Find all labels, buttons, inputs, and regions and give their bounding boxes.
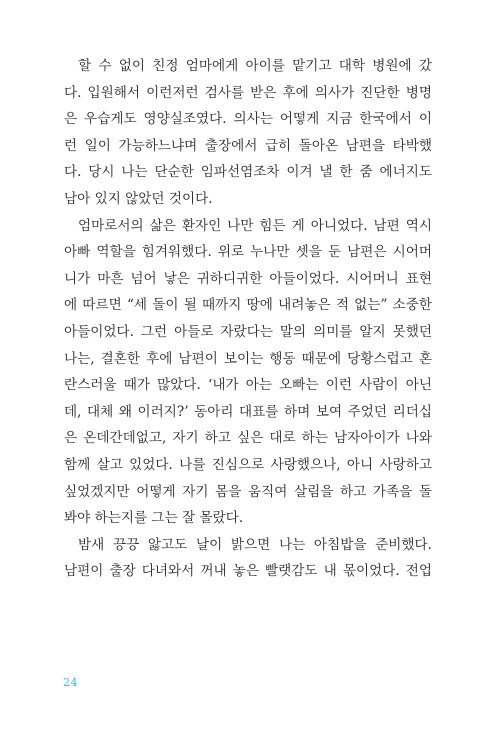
text-line: 나는, 결혼한 후에 남편이 보이는 행동 때문에 당황스럽고 혼: [64, 350, 432, 367]
text-line: 남편이 출장 다녀와서 꺼내 놓은 빨랫감도 내 몫이었다. 전업: [64, 563, 432, 580]
text-line: 봐야 하는지를 그는 잘 몰랐다.: [64, 510, 244, 527]
text-line: 아빠 역할을 힘겨워했다. 위로 누나만 셋을 둔 남편은 시어머: [64, 244, 432, 261]
text-line: 다. 입원해서 이런저런 검사를 받은 후에 의사가 진단한 병명: [64, 84, 432, 101]
text-line: 밤새 끙끙 앓고도 날이 밝으면 나는 아침밥을 준비했다.: [78, 536, 432, 553]
text-line: 은 온데간데없고, 자기 하고 싶은 대로 하는 남자아이가 나와: [64, 430, 432, 447]
text-line: 싶었겠지만 어떻게 자기 몸을 움직여 살림을 하고 가족을 돌: [64, 483, 432, 500]
text-line: 남아 있지 않았던 것이다.: [64, 190, 213, 207]
text-line: 데, 대체 왜 이러지?’ 동아리 대표를 하며 보여 주었던 리더십: [64, 403, 432, 420]
text-line: 런 일이 가능하느냐며 출장에서 급히 돌아온 남편을 타박했: [64, 137, 432, 154]
body-text: [64, 53, 432, 585]
text-line: 에 따르면 “세 돌이 될 때까지 땅에 내려놓은 적 없는” 소중한: [64, 297, 432, 314]
text-line: 할 수 없이 친정 엄마에게 아이를 맡기고 대학 병원에 갔: [78, 58, 432, 74]
text-line: 은 우습게도 영양실조였다. 의사는 어떻게 지금 한국에서 이: [64, 111, 432, 128]
text-line: 니가 마흔 넘어 낳은 귀하디귀한 아들이었다. 시어머니 표현: [64, 270, 432, 287]
text-line: 다. 당시 나는 단순한 임파선염조차 이겨 낼 한 줌 에너지도: [64, 164, 432, 181]
page-number: 24: [63, 676, 78, 689]
text-line: 엄마로서의 삶은 환자인 나만 힘든 게 아니었다. 남편 역시: [78, 217, 432, 234]
text-line: 란스러울 때가 많았다. ‘내가 아는 오빠는 이런 사람이 아닌: [64, 377, 432, 394]
text-line: 아들이었다. 그런 아들로 자랐다는 말의 의미를 알지 못했던: [64, 323, 432, 340]
text-line: 함께 살고 있었다. 나를 진심으로 사랑했으나, 아니 사랑하고: [64, 456, 432, 473]
